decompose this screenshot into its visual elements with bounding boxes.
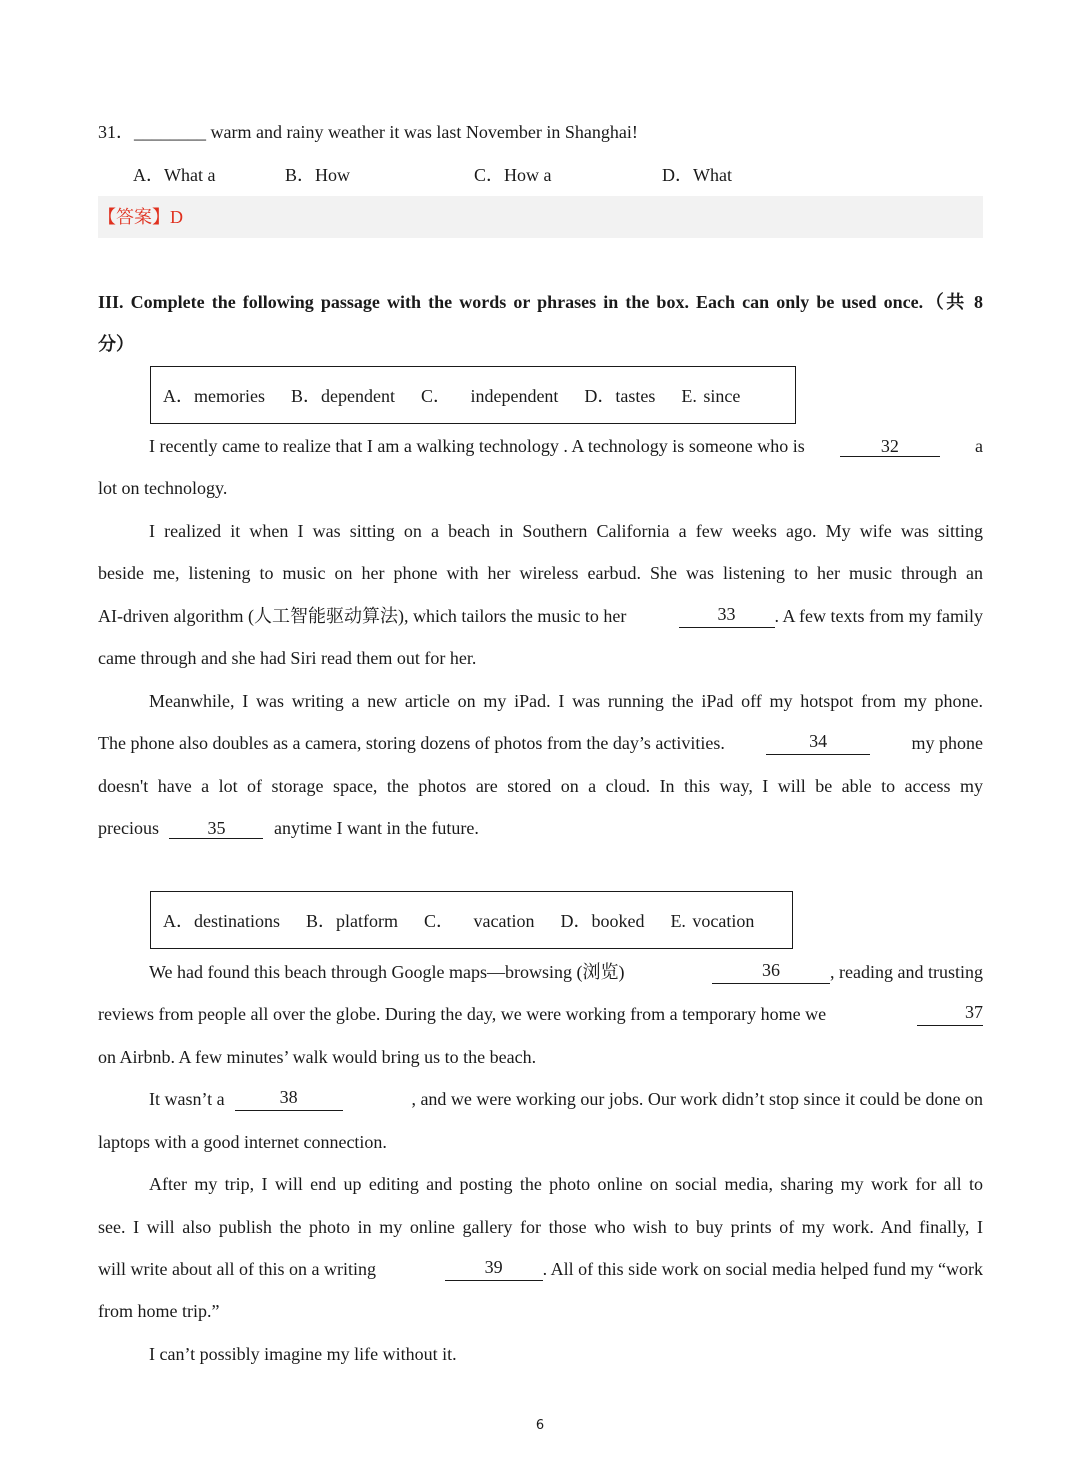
blank-32: 32: [840, 436, 940, 457]
text-segment: It wasn’t a: [149, 1089, 225, 1109]
paragraph-3-line-3: doesn't have a lot of storage space, the photos are stored on a cloud. In this way, I will be able to access my: [98, 776, 983, 796]
blank-39: 39: [445, 1257, 543, 1281]
text-segment: anytime I want in the future.: [273, 818, 479, 838]
paragraph-1-line-2: lot on technology.: [98, 478, 228, 498]
option-d: D．What: [662, 165, 732, 185]
paragraph-6-line-3: [98, 1257, 983, 1281]
text-segment: . A few texts from my family: [774, 606, 983, 626]
text-segment: my phone: [911, 733, 983, 753]
blank-38: 38: [235, 1087, 343, 1111]
paragraph-3-line-1: Meanwhile, I was writing a new article on my iPad. I was running the iPad off my hotspot from my phone.: [149, 691, 983, 711]
section-heading-cont: 分）: [98, 334, 134, 354]
answer-bar: [98, 196, 983, 238]
text-segment: precious: [98, 818, 159, 838]
option-a: A．What a: [133, 165, 216, 185]
question-31: [98, 120, 983, 144]
paragraph-6-line-4: from home trip.”: [98, 1301, 220, 1321]
paragraph-6-line-1: After my trip, I will end up editing and posting the photo online on social media, sharing my work for all to: [149, 1174, 983, 1194]
text-segment: a: [975, 436, 983, 456]
text-segment: will write about all of this on a writing: [98, 1259, 376, 1279]
option-b: B．How: [285, 165, 351, 185]
question-blank: ________: [134, 122, 206, 142]
paragraph-2-line-4: came through and she had Siri read them out for her.: [98, 648, 477, 668]
paragraph-7: I can’t possibly imagine my life without it.: [149, 1344, 457, 1364]
blank-33: 33: [679, 604, 775, 628]
answer-label: 【答案】D: [98, 207, 183, 227]
option-c: C．How a: [474, 165, 552, 185]
blank-35: 35: [169, 818, 263, 839]
paragraph-6-line-2: see. I will also publish the photo in my online gallery for those who wish to buy prints of my work. And finally, I: [98, 1217, 983, 1237]
question-number: 31．: [98, 122, 134, 142]
paragraph-4-line-1: [98, 960, 983, 984]
text-segment: , reading and trusting: [830, 962, 983, 982]
blank-37: 37: [917, 1002, 983, 1026]
paragraph-5-line-2: laptops with a good internet connection.: [98, 1132, 387, 1152]
paragraph-5-line-1: [98, 1087, 983, 1111]
paragraph-4-line-2: [98, 1002, 983, 1026]
paragraph-3-line-2: [98, 731, 983, 755]
text-segment: The phone also doubles as a camera, storing dozens of photos from the day’s activities.: [98, 733, 725, 753]
paragraph-2-line-1: I realized it when I was sitting on a beach in Southern California a few weeks ago. My wife was sitting: [149, 521, 983, 541]
text-segment: We had found this beach through Google maps—browsing (浏览): [149, 962, 625, 982]
section-heading: III. Complete the following passage with the words or phrases in the box. Each can only be used once.（共 8: [98, 292, 983, 312]
word-box-1-text: A．memories B．dependent C． independent D．tastes E. since: [163, 386, 741, 406]
word-box-2-text: A．destinations B．platform C． vacation D．booked E. vocation: [163, 911, 755, 931]
paragraph-3-line-4: [98, 816, 983, 840]
paragraph-4-line-3: on Airbnb. A few minutes’ walk would bring us to the beach.: [98, 1047, 537, 1067]
text-segment: AI-driven algorithm (人工智能驱动算法), which tailors the music to her: [98, 606, 627, 626]
page-number: 6: [535, 1418, 545, 1433]
text-segment: , and we were working our jobs. Our work didn’t stop since it could be done on: [411, 1089, 983, 1109]
word-box-2: [150, 891, 793, 949]
paragraph-1-line-1: [98, 434, 983, 458]
blank-36: 36: [712, 960, 830, 984]
blank-34: 34: [766, 731, 870, 755]
text-segment: reviews from people all over the globe. During the day, we were working from a temporary home we: [98, 1004, 827, 1024]
paragraph-2-line-2: beside me, listening to music on her phone with her wireless earbud. She was listening to her music through an: [98, 563, 983, 583]
question-text: warm and rainy weather it was last November in Shanghai!: [206, 122, 638, 142]
text-segment: . All of this side work on social media helped fund my “work: [542, 1259, 983, 1279]
paragraph-2-line-3: [98, 604, 983, 628]
word-box-1: [150, 366, 796, 424]
text-segment: I recently came to realize that I am a walking technology . A technology is someone who is: [149, 436, 805, 456]
